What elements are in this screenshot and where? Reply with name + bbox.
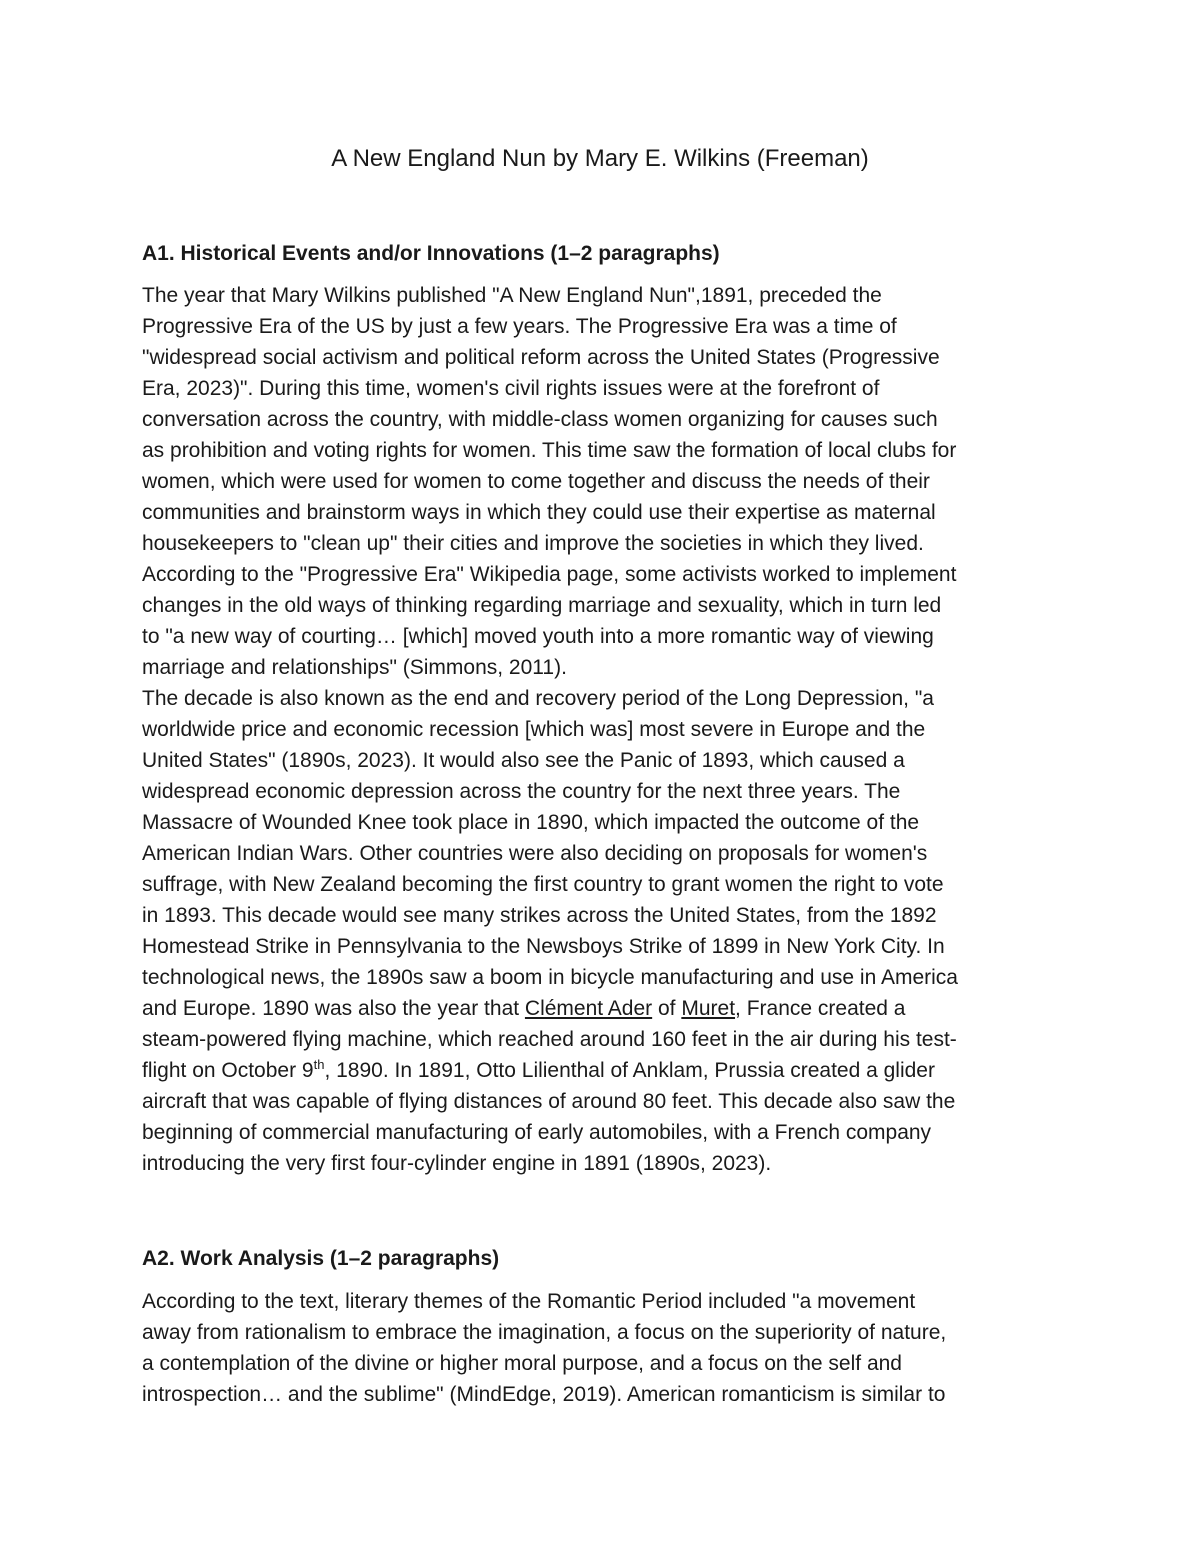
text-line: women, which were used for women to come together and discuss the needs of their	[142, 470, 930, 493]
text-line: introducing the very first four-cylinder engine in 1891 (1890s, 2023).	[142, 1152, 772, 1175]
text-line: housekeepers to "clean up" their cities and improve the societies in which they lived.	[142, 532, 924, 555]
text-line: According to the text, literary themes of the Romantic Period included "a movement	[142, 1290, 916, 1313]
text-line: to "a new way of courting… [which] moved youth into a more romantic way of viewing	[142, 625, 934, 648]
text-line-ader	[142, 993, 1062, 1024]
text-line: The decade is also known as the end and recovery period of the Long Depression, "a	[142, 687, 934, 710]
section-a1-body	[142, 280, 1062, 1179]
muret-link[interactable]: Muret	[681, 997, 736, 1020]
section-a1-heading: A1. Historical Events and/or Innovations (1–2 paragraphs)	[142, 242, 720, 265]
text-line: in 1893. This decade would see many strikes across the United States, from the 1892	[142, 904, 937, 927]
text-fragment: of	[652, 997, 682, 1020]
text-line: According to the "Progressive Era" Wikipedia page, some activists worked to implement	[142, 563, 957, 586]
text-line: marriage and relationships" (Simmons, 2011).	[142, 656, 567, 679]
text-line: Progressive Era of the US by just a few years. The Progressive Era was a time of	[142, 315, 897, 338]
section-a2-body	[142, 1286, 1062, 1410]
text-line: steam-powered flying machine, which reached around 160 feet in the air during his test-	[142, 1028, 957, 1051]
text-line: conversation across the country, with middle-class women organizing for causes such	[142, 408, 938, 431]
text-line: technological news, the 1890s saw a boom in bicycle manufacturing and use in America	[142, 966, 958, 989]
text-line: worldwide price and economic recession [which was] most severe in Europe and the	[142, 718, 926, 741]
text-line: beginning of commercial manufacturing of early automobiles, with a French company	[142, 1121, 932, 1144]
text-fragment: , 1890. In 1891, Otto Lilienthal of Anklam, Prussia created a glider	[324, 1059, 935, 1082]
section-a2-heading: A2. Work Analysis (1–2 paragraphs)	[142, 1247, 500, 1270]
text-fragment: , France created a	[735, 997, 906, 1020]
text-line: Era, 2023)". During this time, women's civil rights issues were at the forefront of	[142, 377, 880, 400]
text-line: aircraft that was capable of flying distances of around 80 feet. This decade also saw the	[142, 1090, 956, 1113]
text-line: as prohibition and voting rights for women. This time saw the formation of local clubs for	[142, 439, 957, 462]
text-line: American Indian Wars. Other countries were also deciding on proposals for women's	[142, 842, 928, 865]
document-title: A New England Nun by Mary E. Wilkins (Freeman)	[331, 145, 869, 172]
text-line: Massacre of Wounded Knee took place in 1890, which impacted the outcome of the	[142, 811, 920, 834]
text-fragment: flight on October 9	[142, 1059, 314, 1082]
text-line: away from rationalism to embrace the imagination, a focus on the superiority of nature,	[142, 1321, 947, 1344]
text-line: United States" (1890s, 2023). It would also see the Panic of 1893, which caused a	[142, 749, 905, 772]
text-line: widespread economic depression across the country for the next three years. The	[142, 780, 901, 803]
text-line: suffrage, with New Zealand becoming the first country to grant women the right to vote	[142, 873, 944, 896]
text-line-date	[142, 1055, 1062, 1086]
text-fragment: and Europe. 1890 was also the year that	[142, 997, 525, 1020]
text-line: "widespread social activism and political reform across the United States (Progressive	[142, 346, 940, 369]
text-line: a contemplation of the divine or higher moral purpose, and a focus on the self and	[142, 1352, 902, 1375]
text-line: Homestead Strike in Pennsylvania to the Newsboys Strike of 1899 in New York City. In	[142, 935, 945, 958]
text-line: introspection… and the sublime" (MindEdge, 2019). American romanticism is similar to	[142, 1383, 946, 1406]
text-line: communities and brainstorm ways in which they could use their expertise as maternal	[142, 501, 936, 524]
ordinal-superscript: th	[313, 1057, 325, 1072]
clement-ader-link[interactable]: Clément Ader	[524, 997, 653, 1020]
text-line: changes in the old ways of thinking regarding marriage and sexuality, which in turn led	[142, 594, 942, 617]
text-line: The year that Mary Wilkins published "A New England Nun",1891, preceded the	[142, 284, 882, 307]
